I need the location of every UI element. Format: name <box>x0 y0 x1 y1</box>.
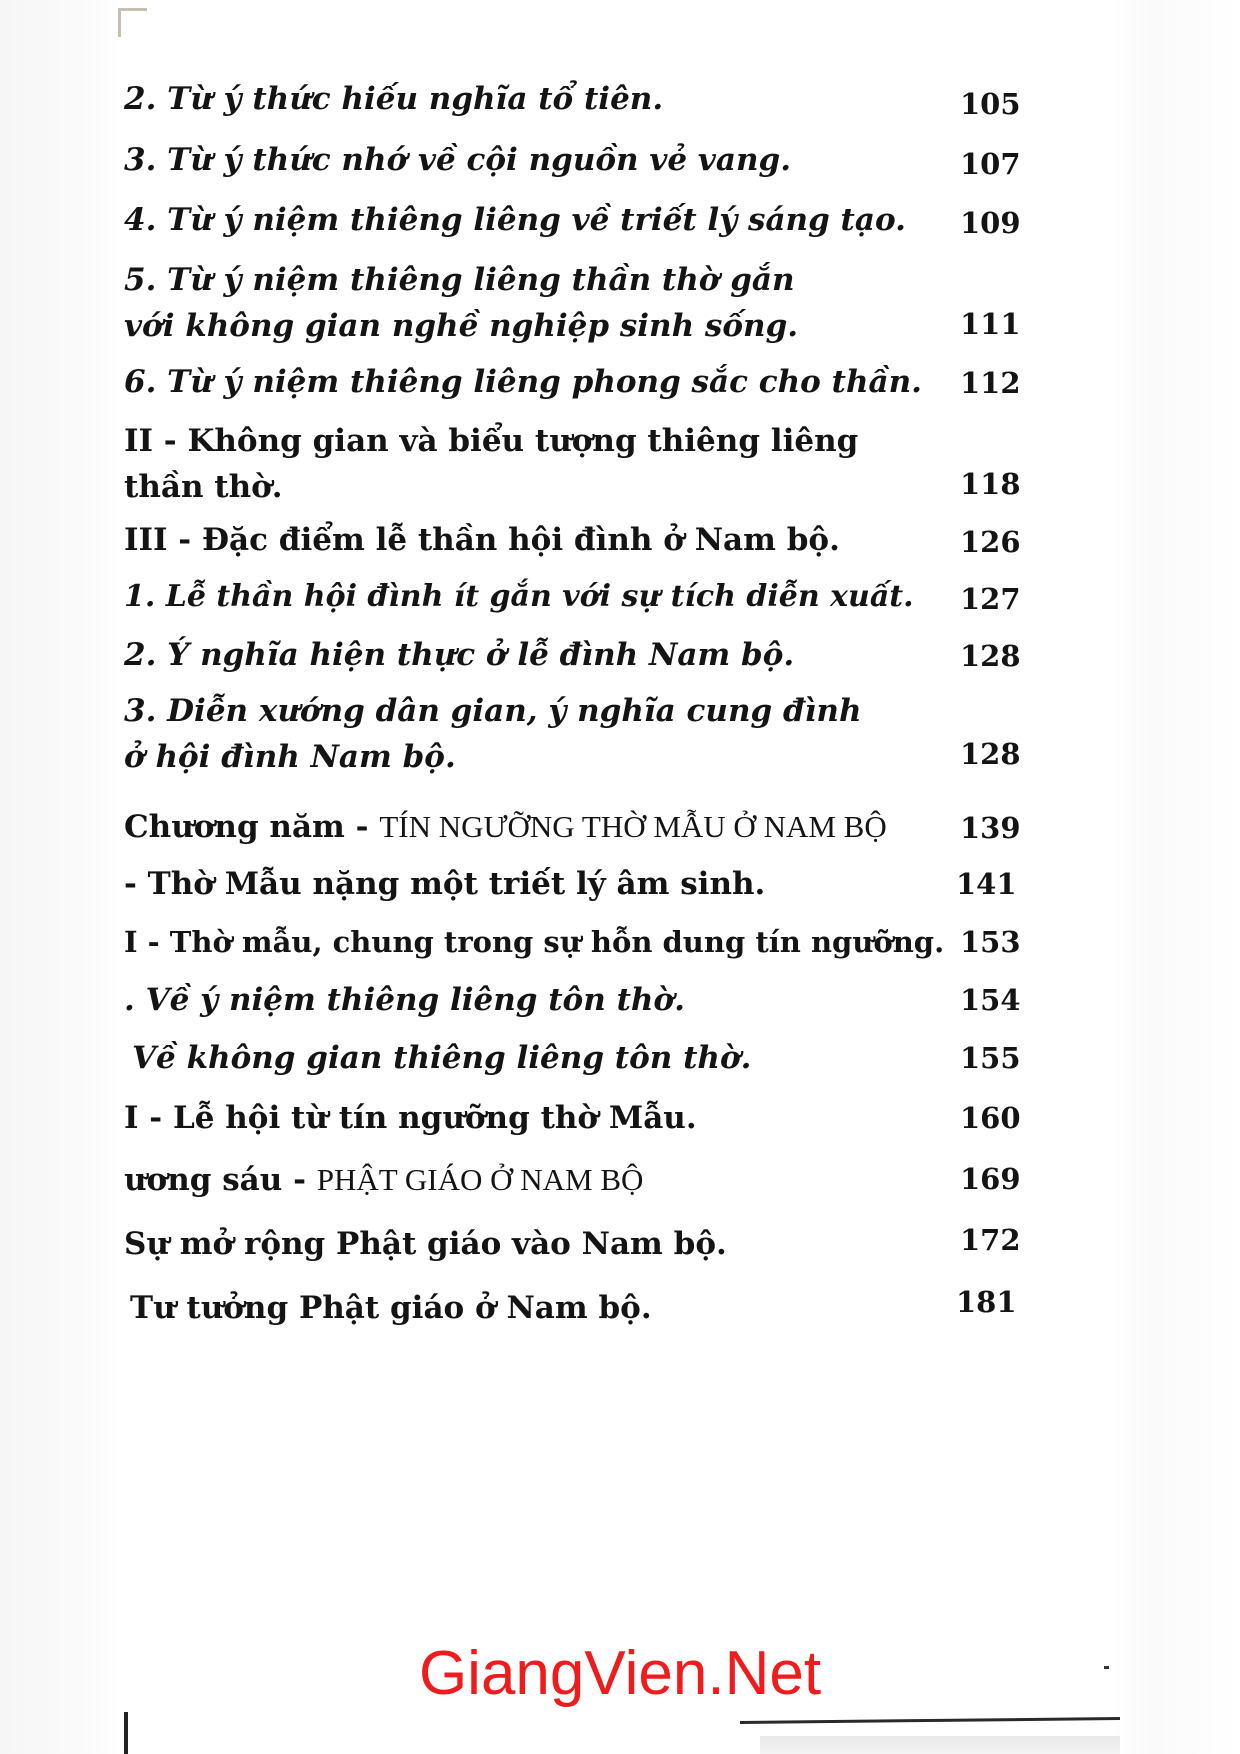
toc-page-number: 154 <box>960 983 1021 1017</box>
toc-page-number: 172 <box>960 1223 1021 1257</box>
scan-bottom-rule <box>740 1717 1120 1724</box>
toc-entry <box>124 360 1024 404</box>
toc-page-number: 128 <box>960 639 1021 673</box>
toc-entry <box>124 198 1024 242</box>
toc-page-number: 169 <box>960 1162 1021 1196</box>
toc-entry <box>124 920 1024 964</box>
toc-page-number: 160 <box>960 1101 1021 1135</box>
toc-page-number: 105 <box>960 87 1021 121</box>
toc-entry-text: 6. Từ ý niệm thiêng liêng phong sắc cho thần. <box>124 364 922 400</box>
toc-page-number: 126 <box>960 525 1021 559</box>
toc-page-number: 128 <box>960 737 1021 771</box>
toc-entry <box>132 1036 1032 1080</box>
scan-left-tick <box>124 1712 128 1754</box>
toc-chapter-title: TÍN NGƯỠNG THỜ MẪU Ở NAM BỘ <box>379 809 887 844</box>
toc-page-number: 118 <box>960 467 1021 501</box>
toc-entry <box>124 257 1024 349</box>
toc-entry-text: I - Thờ mẫu, chung trong sự hỗn dung tín ngưỡng. <box>124 925 945 959</box>
toc-page-number: 153 <box>960 925 1021 959</box>
site-watermark: GiangVien.Net <box>418 1639 822 1708</box>
toc-entry-text: 4. Từ ý niệm thiêng liêng về triết lý sáng tạo. <box>124 202 906 238</box>
toc-entry <box>130 1286 1030 1330</box>
toc-entry-text-line1: II - Không gian và biểu tượng thiêng liêng <box>124 423 859 459</box>
toc-entry-text: 1. Lễ thần hội đình ít gắn với sự tích diễn xuất. <box>124 579 914 614</box>
toc-entry-text-line2: ở hội đình Nam bộ. <box>124 739 456 775</box>
toc-entry <box>124 1096 1024 1140</box>
toc-entry <box>124 138 1024 182</box>
toc-page-number: 139 <box>960 811 1021 845</box>
toc-entry <box>124 418 1024 510</box>
toc-page-number: 107 <box>960 147 1021 181</box>
toc-chapter-title: PHẬT GIÁO Ở NAM BỘ <box>316 1162 644 1197</box>
toc-entry <box>124 1222 1024 1266</box>
scan-right-edge <box>1112 0 1240 1754</box>
toc-entry-text-line1: 5. Từ ý niệm thiêng liêng thần thờ gắn <box>124 262 795 298</box>
toc-chapter-heading <box>124 805 1024 849</box>
toc-entry-text-line1: 3. Diễn xướng dân gian, ý nghĩa cung đình <box>124 693 862 729</box>
toc-entry-text: - Thờ Mẫu nặng một triết lý âm sinh. <box>124 866 766 902</box>
toc-page-number: 155 <box>960 1041 1021 1075</box>
toc-page-number: 141 <box>956 867 1017 901</box>
toc-entry <box>124 518 1024 562</box>
toc-entry <box>124 633 1024 677</box>
toc-entry <box>124 978 1024 1022</box>
toc-entry <box>124 77 1024 121</box>
scan-corner-mark <box>118 8 147 37</box>
toc-entry-text: Về không gian thiêng liêng tôn thờ. <box>132 1040 752 1076</box>
toc-entry-text: Tư tưởng Phật giáo ở Nam bộ. <box>130 1290 652 1326</box>
scan-dot <box>1104 1666 1109 1669</box>
toc-entry <box>124 688 1024 780</box>
toc-entry-text-line2: với không gian nghề nghiệp sinh sống. <box>124 308 799 344</box>
toc-chapter-heading <box>124 1158 1024 1202</box>
toc-entry-text: I - Lễ hội từ tín ngưỡng thờ Mẫu. <box>124 1100 697 1136</box>
scan-bottom-band <box>760 1736 1120 1754</box>
toc-entry-text: III - Đặc điểm lễ thần hội đình ở Nam bộ. <box>124 522 840 558</box>
toc-entry-text: . Về ý niệm thiêng liêng tôn thờ. <box>124 982 685 1018</box>
toc-page-number: 109 <box>960 206 1021 240</box>
scan-gutter-shadow <box>0 0 120 1754</box>
toc-entry-text: 2. Từ ý thức hiếu nghĩa tổ tiên. <box>124 81 664 117</box>
toc-chapter-prefix: Chương năm - <box>124 809 380 845</box>
toc-entry-text: 3. Từ ý thức nhớ về cội nguồn vẻ vang. <box>124 142 792 178</box>
toc-entry <box>124 575 1024 619</box>
toc-page-number: 111 <box>960 307 1021 341</box>
toc-entry-text: Sự mở rộng Phật giáo vào Nam bộ. <box>124 1226 727 1262</box>
toc-entry-text-line2: thần thờ. <box>124 469 283 505</box>
toc-page-number: 112 <box>960 366 1021 400</box>
toc-entry <box>124 862 1024 906</box>
toc-entry-text: 2. Ý nghĩa hiện thực ở lễ đình Nam bộ. <box>124 637 795 673</box>
toc-page-number: 127 <box>960 582 1021 616</box>
toc-chapter-prefix: ương sáu - <box>124 1162 317 1198</box>
toc-page-number: 181 <box>956 1285 1017 1319</box>
